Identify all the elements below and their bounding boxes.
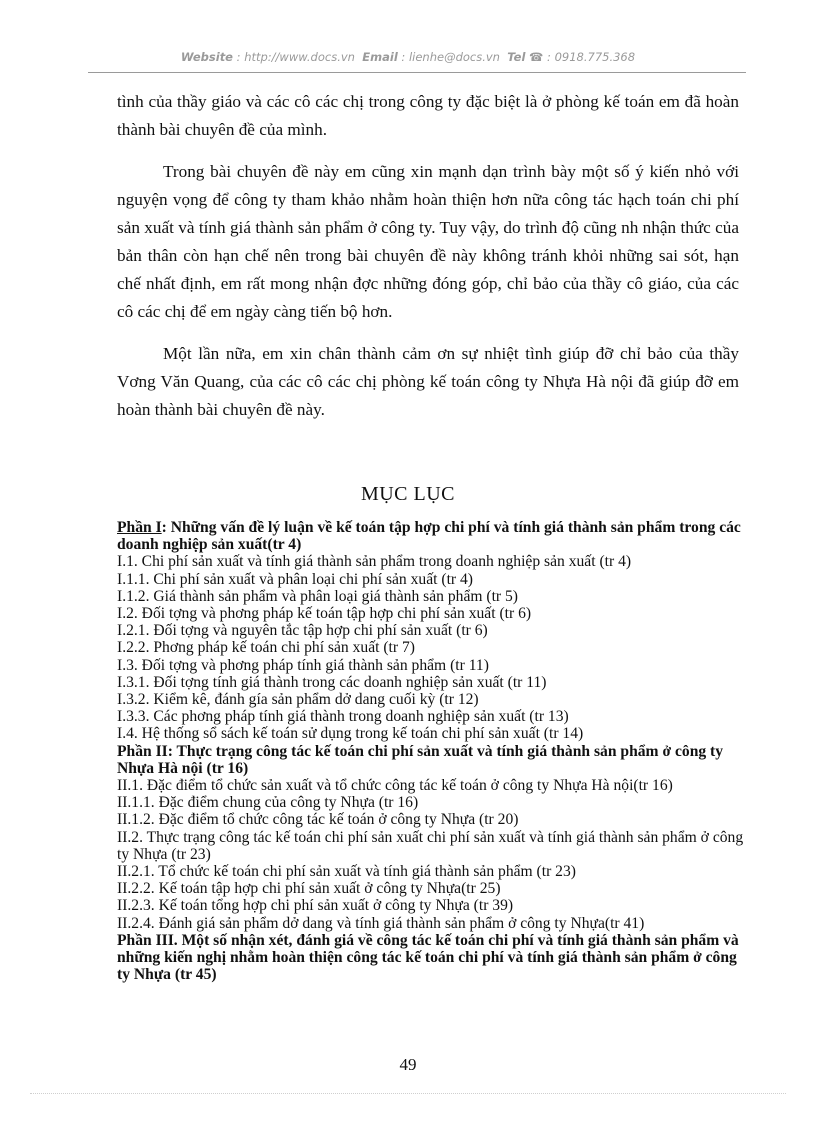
toc-part-heading: Phần III. Một số nhận xét, đánh giá về công tác kế toán chi phí và tính giá thành sản phẩm và những kiến nghị nhằm hoàn thiện công tác kế toán chi phí và tính giá thành sản phẩm ở công ty Nhựa (tr 45) [117,931,739,984]
email-address[interactable]: lienhe@docs.vn [408,50,500,64]
email-separator: : [397,50,409,64]
toc-part-label: Phần I [117,519,162,536]
toc-entry: I.2.2. Phơng pháp kế toán chi phí sản xuất (tr 7) [117,639,415,657]
website-label: Website [180,50,233,64]
toc-entry: II.2.2. Kế toán tập hợp chi phí sản xuất ở công ty Nhựa(tr 25) [117,880,501,898]
toc-title: MỤC LỤC [360,483,456,505]
toc-entry: I.3.2. Kiểm kê, đánh gía sản phẩm dở dang cuối kỳ (tr 12) [117,691,479,709]
toc-part-heading [117,519,747,553]
website-separator: : [233,50,245,64]
toc-entry: I.1. Chi phí sản xuất và tính giá thành sản phẩm trong doanh nghiệp sản xuất (tr 4) [117,553,632,571]
toc-entry: II.2.1. Tổ chức kế toán chi phí sản xuất và tính giá thành sản phẩm (tr 23) [117,863,576,881]
tel-label: Tel [507,50,526,64]
toc-entry: II.1. Đặc điểm tổ chức sản xuất và tổ chức công tác kế toán ở công ty Nhựa Hà nội(tr 16) [117,777,673,795]
footer-divider [30,1093,786,1094]
toc-entry: II.1.2. Đặc điểm tổ chức công tác kế toán ở công ty Nhựa (tr 20) [117,811,519,829]
toc-entry: I.1.2. Giá thành sản phẩm và phân loại giá thành sản phẩm (tr 5) [117,587,518,605]
page-number: 49 [399,1055,417,1074]
toc-entry: II.2.4. Đánh giá sản phẩm dở dang và tính giá thành sản phẩm ở công ty Nhựa(tr 41) [117,914,645,932]
toc-entry: I.2.1. Đối tợng và nguyên tắc tập hợp chi phí sản xuất (tr 6) [117,622,488,640]
table-of-contents [117,519,747,983]
toc-part-heading: Phần II: Thực trạng công tác kế toán chi phí sản xuất và tính giá thành sản phẩm ở công ty Nhựa Hà nội (tr 16) [117,742,724,777]
toc-entry: I.1.1. Chi phí sản xuất và phân loại chi phí sản xuất (tr 4) [117,570,473,588]
toc-entry: I.3.1. Đối tợng tính giá thành trong các doanh nghiệp sản xuất (tr 11) [117,673,547,691]
toc-entry: II.1.1. Đặc điểm chung của công ty Nhựa (tr 16) [117,794,419,812]
tel-separator: ☎ : [525,50,555,64]
toc-entry: I.3. Đối tợng và phơng pháp tính giá thành sản phẩm (tr 11) [117,656,489,674]
tel-number: 0918.775.368 [554,50,636,64]
header-divider [88,72,746,73]
website-url[interactable]: http://www.docs.vn [244,50,355,64]
closing-remarks [117,88,739,438]
email-label: Email [362,50,398,64]
toc-entry: I.3.3. Các phơng pháp tính giá thành trong doanh nghiệp sản xuất (tr 13) [117,708,569,726]
toc-entry: II.2.3. Kế toán tổng hợp chi phí sản xuất ở công ty Nhựa (tr 39) [117,897,514,915]
paragraph: tình của thầy giáo và các cô các chị trong công ty đặc biệt là ở phòng kế toán em đã hoàn thành bài chuyên đề của mình. [117,92,739,139]
toc-part-title: : Những vấn đề lý luận về kế toán tập hợp chi phí và tính giá thành sản phẩm trong các doanh nghiệp sản xuất(tr 4) [117,519,741,554]
page-header [0,50,816,64]
toc-entry: II.2. Thực trạng công tác kế toán chi phí sản xuất chi phí sản xuất và tính giá thành sản phẩm ở công ty Nhựa (tr 23) [117,828,744,863]
paragraph: Một lần nữa, em xin chân thành cảm ơn sự nhiệt tình giúp đỡ chỉ bảo của thầy Vơng Văn Quang, của các cô các chị phòng kế toán công ty Nhựa Hà nội đã giúp đỡ em hoàn thành bài chuyên đề này. [117,344,739,419]
paragraph: Trong bài chuyên đề này em cũng xin mạnh dạn trình bày một số ý kiến nhỏ với nguyện vọng để công ty tham khảo nhằm hoàn thiện hơn nữa công tác hạch toán chi phí sản xuất và tính giá thành sản phẩm ở công ty. Tuy vậy, do trình độ cũng nh nhận thức của bản thân còn hạn chế nên trong bài chuyên đề này không tránh khỏi những sai sót, hạn chế nhất định, em rất mong nhận đợc những đóng góp, chỉ bảo của thầy cô giáo, của các cô các chị để em ngày càng tiến bộ hơn. [117,162,739,321]
toc-entry: I.4. Hệ thống sổ sách kế toán sử dụng trong kế toán chi phí sản xuất (tr 14) [117,725,584,743]
toc-entry: I.2. Đối tợng và phơng pháp kế toán tập hợp chi phí sản xuất (tr 6) [117,605,532,623]
